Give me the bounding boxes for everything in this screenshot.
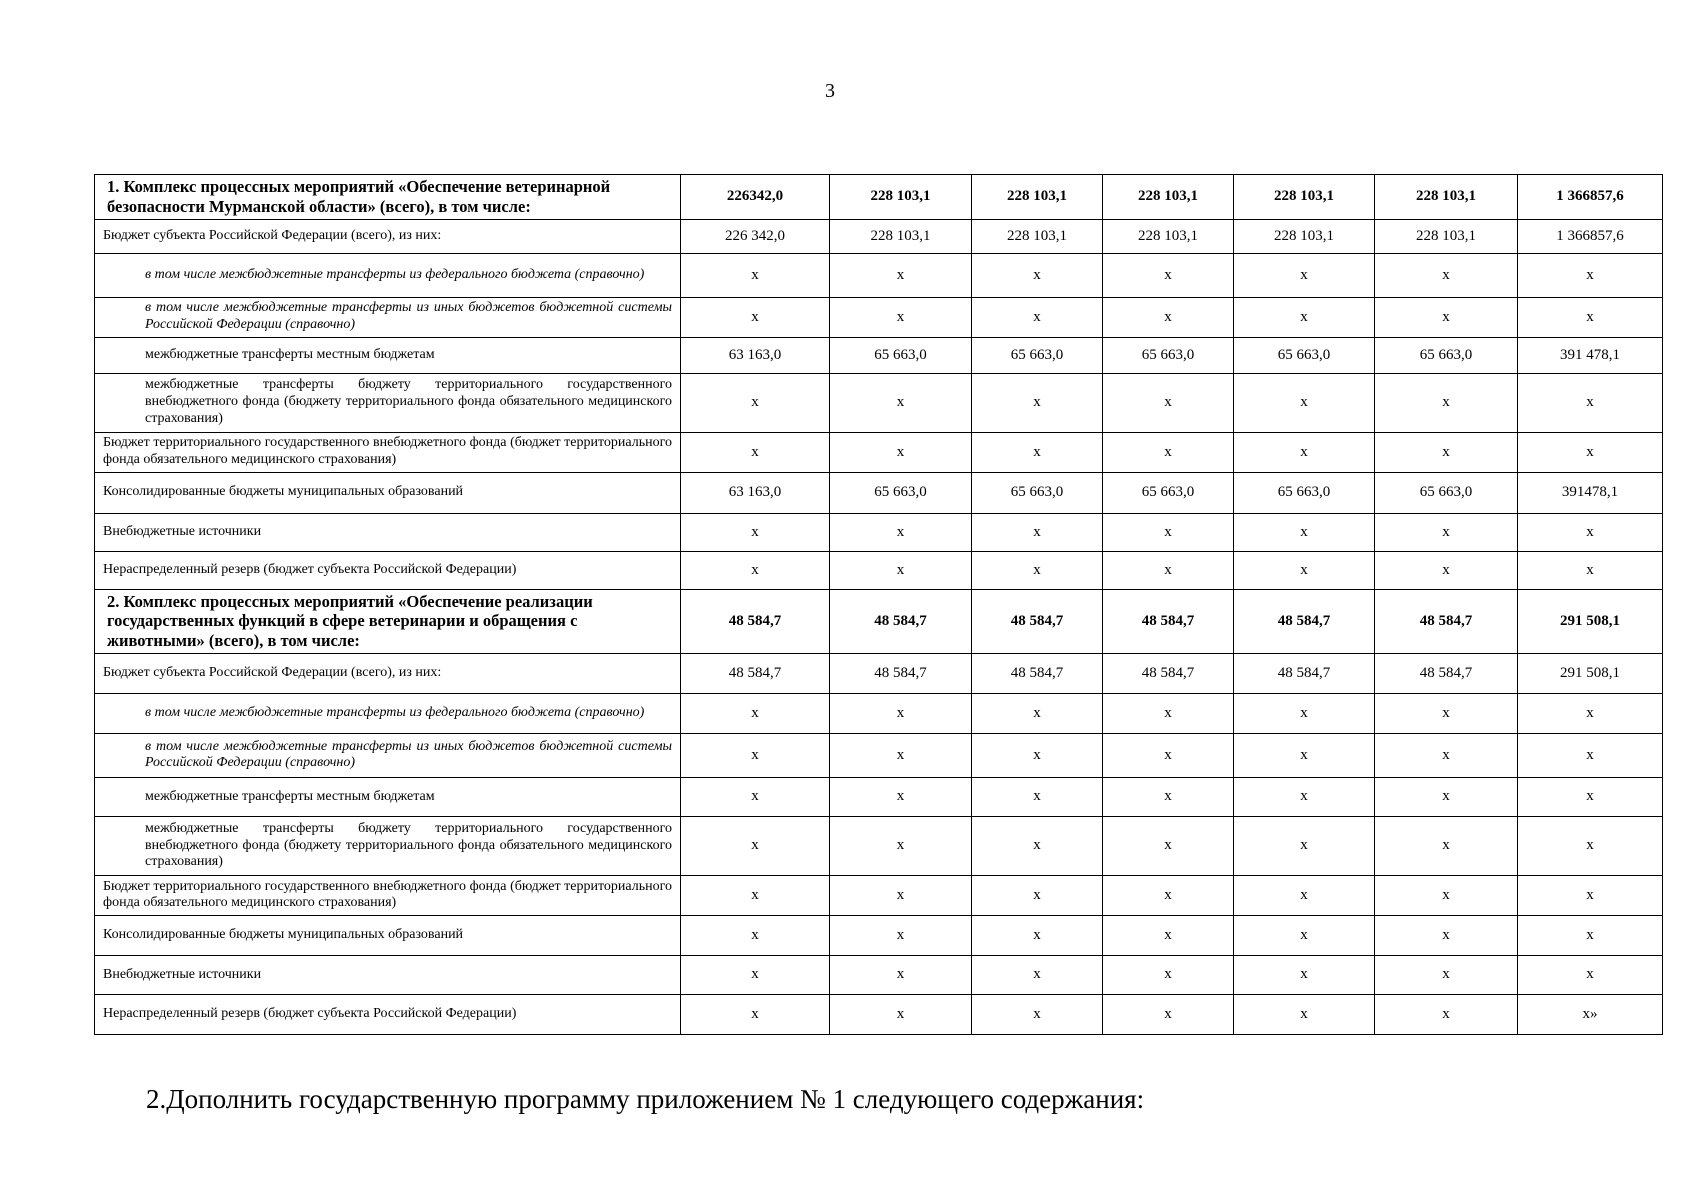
value-cell: х <box>681 297 830 337</box>
value-cell: х <box>1234 875 1375 915</box>
table-row <box>95 513 1663 551</box>
value-cell: х <box>681 253 830 297</box>
value-cell: х <box>1103 253 1234 297</box>
value-cell: 48 584,7 <box>681 589 830 653</box>
row-label: 2. Комплекс процессных мероприятий «Обеспечение реализации государственных функций в сфере ветеринарии и обращения с животными» (всего), в том числе: <box>95 589 681 653</box>
value-cell: х <box>681 875 830 915</box>
value-cell: х <box>1103 733 1234 777</box>
value-cell: х <box>1234 693 1375 733</box>
table-row <box>95 432 1663 472</box>
table-row <box>95 693 1663 733</box>
value-cell: 226 342,0 <box>681 219 830 253</box>
value-cell: х <box>1103 955 1234 994</box>
value-cell: х <box>681 816 830 875</box>
value-cell: х <box>1375 875 1518 915</box>
row-label: Бюджет территориального государственного внебюджетного фонда (бюджет территориального фонда обязательного медицинского страхования) <box>95 875 681 915</box>
value-cell: х <box>681 733 830 777</box>
value-cell: х <box>1234 915 1375 955</box>
value-cell: 228 103,1 <box>1375 219 1518 253</box>
value-cell: 65 663,0 <box>1234 472 1375 513</box>
value-cell: х <box>1234 777 1375 816</box>
row-label: в том числе межбюджетные трансферты из федерального бюджета (справочно) <box>95 253 681 297</box>
value-cell: х <box>1375 693 1518 733</box>
table-row <box>95 777 1663 816</box>
value-cell: х <box>1234 432 1375 472</box>
table-row <box>95 915 1663 955</box>
value-cell: х <box>681 551 830 589</box>
value-cell: х <box>1234 253 1375 297</box>
row-label: межбюджетные трансферты местным бюджетам <box>95 777 681 816</box>
value-cell: х <box>972 253 1103 297</box>
value-cell: 65 663,0 <box>1375 472 1518 513</box>
value-cell: х <box>1518 777 1663 816</box>
value-cell: х <box>972 513 1103 551</box>
value-cell: х <box>1234 297 1375 337</box>
table-row <box>95 337 1663 373</box>
value-cell: х <box>681 373 830 432</box>
table-row <box>95 653 1663 693</box>
value-cell: х <box>830 253 972 297</box>
value-cell: х <box>1375 513 1518 551</box>
value-cell: 65 663,0 <box>972 337 1103 373</box>
value-cell: 1 366857,6 <box>1518 219 1663 253</box>
value-cell: х <box>681 777 830 816</box>
value-cell: х <box>1103 777 1234 816</box>
value-cell: 391 478,1 <box>1518 337 1663 373</box>
value-cell: 48 584,7 <box>972 653 1103 693</box>
table-row <box>95 875 1663 915</box>
table-row <box>95 551 1663 589</box>
value-cell: х <box>1375 915 1518 955</box>
value-cell: х <box>830 915 972 955</box>
row-label: Бюджет субъекта Российской Федерации (всего), из них: <box>95 219 681 253</box>
closing-text: 2.Дополнить государственную программу приложением № 1 следующего содержания: <box>146 1084 1145 1114</box>
value-cell: х <box>1375 777 1518 816</box>
value-cell: х <box>972 373 1103 432</box>
value-cell: х <box>681 915 830 955</box>
value-cell: х <box>1375 816 1518 875</box>
value-cell: х <box>681 432 830 472</box>
value-cell: х <box>1103 432 1234 472</box>
value-cell: 65 663,0 <box>1234 337 1375 373</box>
value-cell: 48 584,7 <box>1375 589 1518 653</box>
value-cell: х <box>972 733 1103 777</box>
value-cell: 65 663,0 <box>972 472 1103 513</box>
row-label: межбюджетные трансферты бюджету территориального государственного внебюджетного фонда (бюджету территориального фонда обязательного медицинского страхования) <box>95 816 681 875</box>
value-cell: х <box>1103 994 1234 1034</box>
value-cell: 65 663,0 <box>1375 337 1518 373</box>
budget-table <box>94 174 1663 1035</box>
value-cell: х <box>972 297 1103 337</box>
value-cell: х <box>972 955 1103 994</box>
value-cell: 228 103,1 <box>1375 175 1518 220</box>
value-cell: х <box>1234 816 1375 875</box>
value-cell: х <box>1375 432 1518 472</box>
table-row <box>95 219 1663 253</box>
row-label: Консолидированные бюджеты муниципальных образований <box>95 915 681 955</box>
row-label: в том числе межбюджетные трансферты из иных бюджетов бюджетной системы Российской Федерации (справочно) <box>95 297 681 337</box>
value-cell: х <box>830 373 972 432</box>
value-cell: 65 663,0 <box>1103 337 1234 373</box>
row-label: в том числе межбюджетные трансферты из иных бюджетов бюджетной системы Российской Федерации (справочно) <box>95 733 681 777</box>
value-cell: х <box>1103 513 1234 551</box>
row-label: в том числе межбюджетные трансферты из федерального бюджета (справочно) <box>95 693 681 733</box>
budget-table-container <box>94 174 1662 1035</box>
value-cell: 228 103,1 <box>972 219 1103 253</box>
value-cell: 65 663,0 <box>830 472 972 513</box>
row-label: Нераспределенный резерв (бюджет субъекта Российской Федерации) <box>95 994 681 1034</box>
value-cell: х <box>681 994 830 1034</box>
value-cell: 228 103,1 <box>1103 175 1234 220</box>
value-cell: х <box>1234 513 1375 551</box>
value-cell: х <box>1234 994 1375 1034</box>
value-cell: х <box>1375 955 1518 994</box>
value-cell: х <box>972 915 1103 955</box>
value-cell: х <box>1518 513 1663 551</box>
page-number: 3 <box>825 80 835 102</box>
value-cell: х <box>830 777 972 816</box>
value-cell: х <box>1234 551 1375 589</box>
value-cell: 48 584,7 <box>830 589 972 653</box>
value-cell: х <box>1518 955 1663 994</box>
table-section-row <box>95 589 1663 653</box>
value-cell: 228 103,1 <box>1234 175 1375 220</box>
value-cell: 48 584,7 <box>681 653 830 693</box>
table-section-row <box>95 175 1663 220</box>
value-cell: х <box>830 733 972 777</box>
value-cell: х <box>972 551 1103 589</box>
value-cell: х <box>972 432 1103 472</box>
value-cell: х <box>1234 733 1375 777</box>
value-cell: х <box>830 513 972 551</box>
value-cell: х <box>1518 432 1663 472</box>
value-cell: 48 584,7 <box>972 589 1103 653</box>
value-cell: 391478,1 <box>1518 472 1663 513</box>
value-cell: х <box>681 693 830 733</box>
row-label: Бюджет территориального государственного внебюджетного фонда (бюджет территориального фонда обязательного медицинского страхования) <box>95 432 681 472</box>
value-cell: 1 366857,6 <box>1518 175 1663 220</box>
value-cell: 48 584,7 <box>1234 653 1375 693</box>
value-cell: х <box>1518 693 1663 733</box>
value-cell: х <box>830 693 972 733</box>
value-cell: х <box>1103 373 1234 432</box>
table-row <box>95 733 1663 777</box>
value-cell: 63 163,0 <box>681 337 830 373</box>
value-cell: х <box>972 693 1103 733</box>
value-cell: 65 663,0 <box>1103 472 1234 513</box>
value-cell: 65 663,0 <box>830 337 972 373</box>
value-cell: х <box>972 994 1103 1034</box>
value-cell: х <box>1103 816 1234 875</box>
value-cell: х <box>830 297 972 337</box>
value-cell: х <box>1518 915 1663 955</box>
value-cell: 228 103,1 <box>830 219 972 253</box>
value-cell: х <box>1518 816 1663 875</box>
value-cell: х <box>1103 297 1234 337</box>
value-cell: х <box>972 777 1103 816</box>
value-cell: х <box>1103 875 1234 915</box>
value-cell: 228 103,1 <box>1103 219 1234 253</box>
value-cell: х <box>972 875 1103 915</box>
value-cell: х <box>830 875 972 915</box>
value-cell: 48 584,7 <box>1103 589 1234 653</box>
value-cell: х <box>1103 693 1234 733</box>
table-row <box>95 472 1663 513</box>
value-cell: х <box>1518 733 1663 777</box>
table-row <box>95 297 1663 337</box>
value-cell: х <box>1103 915 1234 955</box>
value-cell: 48 584,7 <box>1375 653 1518 693</box>
value-cell: х <box>1518 297 1663 337</box>
value-cell: х <box>972 816 1103 875</box>
value-cell: х <box>830 551 972 589</box>
value-cell: х <box>1518 253 1663 297</box>
table-row <box>95 816 1663 875</box>
value-cell: х <box>1103 551 1234 589</box>
value-cell: х <box>681 955 830 994</box>
value-cell: 291 508,1 <box>1518 653 1663 693</box>
value-cell: х <box>830 955 972 994</box>
value-cell: 48 584,7 <box>1234 589 1375 653</box>
value-cell: х <box>1375 994 1518 1034</box>
value-cell: х <box>1234 373 1375 432</box>
value-cell: х <box>1518 551 1663 589</box>
table-row <box>95 253 1663 297</box>
value-cell: 48 584,7 <box>1103 653 1234 693</box>
value-cell: 228 103,1 <box>830 175 972 220</box>
value-cell: х <box>1375 551 1518 589</box>
value-cell: х <box>1234 955 1375 994</box>
table-row <box>95 373 1663 432</box>
value-cell: х» <box>1518 994 1663 1034</box>
row-label: Консолидированные бюджеты муниципальных образований <box>95 472 681 513</box>
value-cell: х <box>1375 297 1518 337</box>
table-row <box>95 994 1663 1034</box>
value-cell: 228 103,1 <box>1234 219 1375 253</box>
value-cell: х <box>681 513 830 551</box>
row-label: Бюджет субъекта Российской Федерации (всего), из них: <box>95 653 681 693</box>
value-cell: х <box>830 432 972 472</box>
value-cell: 63 163,0 <box>681 472 830 513</box>
row-label: межбюджетные трансферты местным бюджетам <box>95 337 681 373</box>
value-cell: 226342,0 <box>681 175 830 220</box>
table-row <box>95 955 1663 994</box>
value-cell: х <box>830 994 972 1034</box>
row-label: Внебюджетные источники <box>95 513 681 551</box>
row-label: Нераспределенный резерв (бюджет субъекта Российской Федерации) <box>95 551 681 589</box>
row-label: межбюджетные трансферты бюджету территориального государственного внебюджетного фонда (бюджету территориального фонда обязательного медицинского страхования) <box>95 373 681 432</box>
value-cell: х <box>1375 373 1518 432</box>
row-label: Внебюджетные источники <box>95 955 681 994</box>
value-cell: х <box>1375 733 1518 777</box>
value-cell: х <box>1518 373 1663 432</box>
value-cell: 48 584,7 <box>830 653 972 693</box>
value-cell: 228 103,1 <box>972 175 1103 220</box>
value-cell: х <box>1375 253 1518 297</box>
value-cell: 291 508,1 <box>1518 589 1663 653</box>
value-cell: х <box>1518 875 1663 915</box>
value-cell: х <box>830 816 972 875</box>
row-label: 1. Комплекс процессных мероприятий «Обеспечение ветеринарной безопасности Мурманской области» (всего), в том числе: <box>95 175 681 220</box>
